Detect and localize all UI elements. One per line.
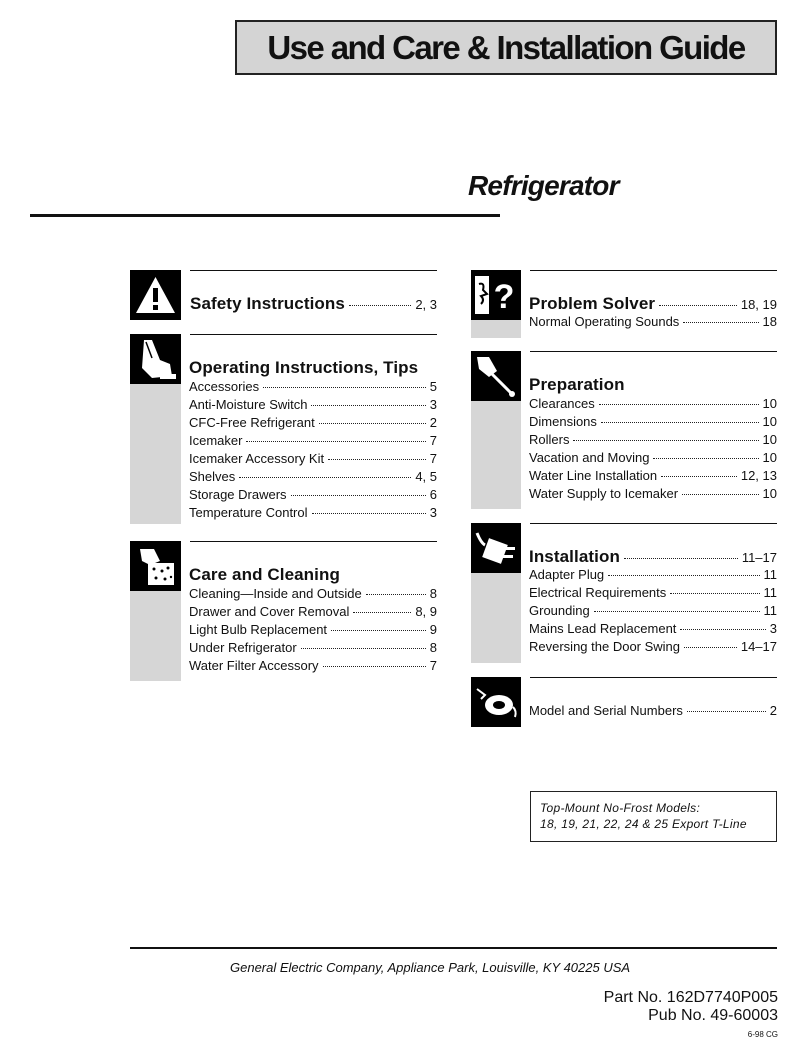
preparation-list [529,375,777,504]
section-care [130,541,437,681]
toc-item[interactable]: Anti-Moisture Switch 3 [189,397,437,412]
problem-solver-list [529,294,777,332]
toc-item[interactable]: Dimensions 10 [529,414,777,429]
toc-item[interactable]: Clearances 10 [529,396,777,411]
toc-item[interactable]: Icemaker Accessory Kit 7 [189,451,437,466]
section-pages: 11–17 [741,550,777,565]
section-title: Problem Solver [529,294,656,313]
toc-item[interactable]: Mains Lead Replacement 3 [529,621,777,636]
toc-item[interactable]: Accessories 5 [189,379,437,394]
date-code: 6-98 CG [747,1030,778,1039]
toc-item[interactable]: Water Line Installation 12, 13 [529,468,777,483]
care-list [189,565,437,676]
header-rule [30,214,500,217]
toc-item[interactable]: Cleaning—Inside and Outside 8 [189,586,437,601]
section-problem-solver [471,270,777,338]
section-title: Operating Instructions, Tips [189,358,419,377]
problem-solver-heading-row[interactable] [529,294,777,314]
guide-title: Use and Care & Installation Guide [235,20,777,75]
toc-item[interactable]: Temperature Control 3 [189,505,437,520]
toc-item[interactable]: Reversing the Door Swing 14–17 [529,639,777,654]
section-title: Installation [529,547,620,566]
hand-screwdriver-icon [471,351,521,401]
toc-item[interactable]: Adapter Plug 11 [529,567,777,582]
footer-rule [130,947,777,949]
question-face-icon [471,270,521,320]
notice-line-2: 18, 19, 21, 22, 24 & 25 Export T-Line [540,817,747,831]
toc-item[interactable]: Rollers 10 [529,432,777,447]
toc-item[interactable]: Icemaker 7 [189,433,437,448]
safety-heading-row[interactable] [190,294,437,314]
toc-item[interactable]: Drawer and Cover Removal 8, 9 [189,604,437,619]
toc-item[interactable]: CFC-Free Refrigerant 2 [189,415,437,430]
toc-item[interactable]: Electrical Requirements 11 [529,585,777,600]
toc-item[interactable]: Shelves 4, 5 [189,469,437,484]
section-title: Safety Instructions [190,294,345,313]
section-model-serial [471,677,777,727]
plug-icon [471,523,521,573]
section-preparation [471,351,777,509]
section-pages: 2, 3 [415,297,437,312]
section-title: Preparation [529,375,625,394]
company-address: General Electric Company, Appliance Park, Louisville, KY 40225 USA [230,960,631,975]
model-serial-list [529,703,777,721]
section-safety [130,270,437,320]
pub-number: Pub No. 49-60003 [648,1007,778,1024]
notice-line-1: Top-Mount No-Frost Models: [540,801,701,815]
hand-sponge-icon [130,541,181,591]
tag-label-icon [471,677,521,727]
toc-item[interactable]: Water Supply to Icemaker 10 [529,486,777,501]
warning-triangle-icon [130,270,181,320]
toc-item[interactable]: Storage Drawers 6 [189,487,437,502]
toc-item[interactable]: Water Filter Accessory 7 [189,658,437,673]
section-installation [471,523,777,663]
part-number: Part No. 162D7740P005 [603,989,778,1006]
toc-item[interactable]: Light Bulb Replacement 9 [189,622,437,637]
section-title: Care and Cleaning [189,565,340,584]
installation-list [529,547,777,657]
toc-item[interactable]: Grounding 11 [529,603,777,618]
hand-pointing-icon [130,334,181,384]
product-subtitle: Refrigerator [468,170,619,201]
toc-item[interactable]: Model and Serial Numbers 2 [529,703,777,718]
toc-item[interactable]: Vacation and Moving 10 [529,450,777,465]
toc-item[interactable]: Under Refrigerator 8 [189,640,437,655]
svg-text:?: ? [493,278,515,316]
installation-heading-row[interactable] [529,547,777,567]
section-operating [130,334,437,524]
toc-item[interactable]: Normal Operating Sounds 18 [529,314,777,329]
model-notice-box [530,791,777,842]
operating-list [189,358,437,523]
section-pages: 18, 19 [740,297,777,312]
